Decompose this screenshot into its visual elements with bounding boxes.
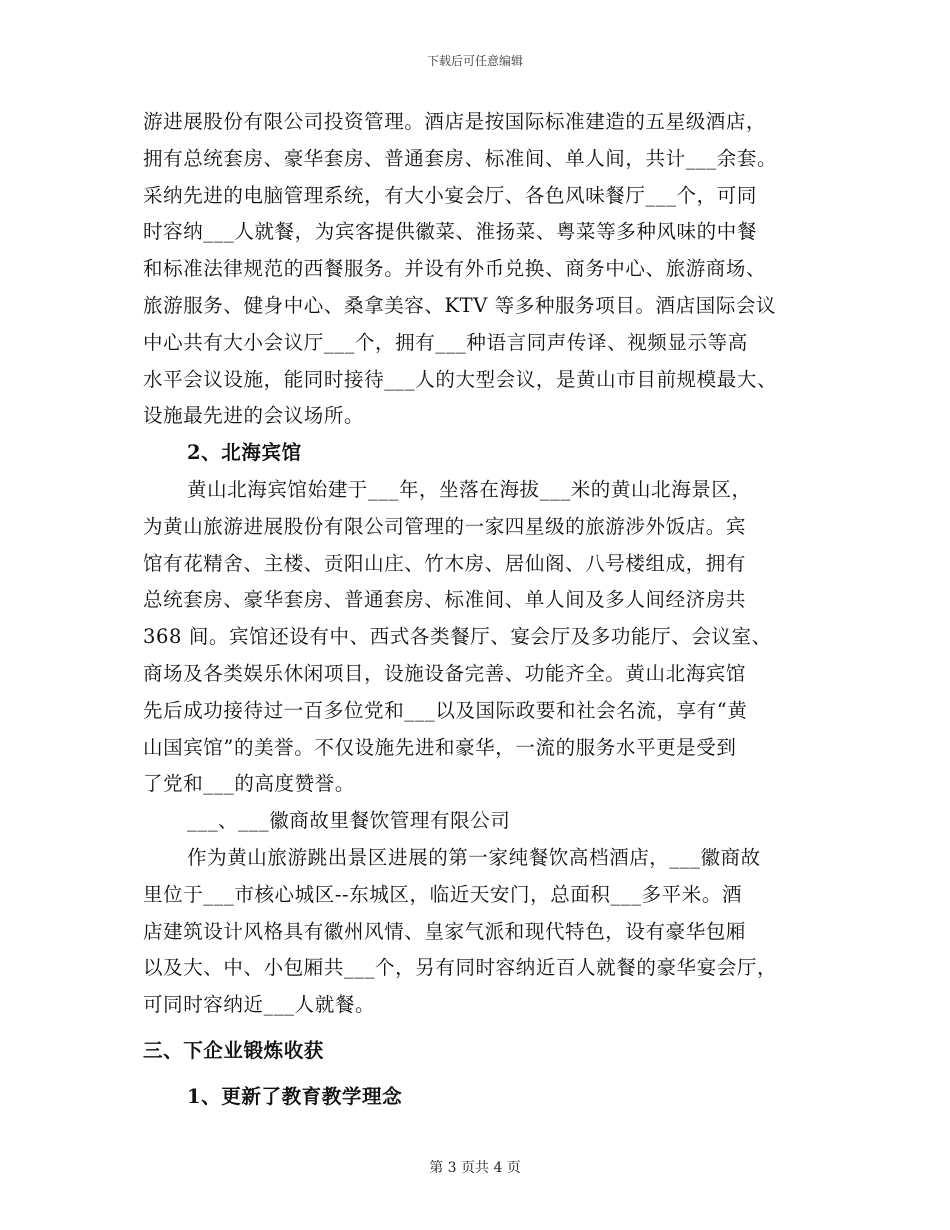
text-line: 中心共有大小会议厅___个，拥有___种语言同声传译、视频显示等高 — [143, 330, 748, 354]
text-line: 368 间。宾馆还设有中、西式各类餐厅、宴会厅及多功能厅、会议室、 — [143, 625, 772, 649]
text-line: 总统套房、豪华套房、普通套房、标准间、单人间及多人间经济房共 — [143, 588, 747, 612]
section-heading: ___、___徽商故里餐饮管理有限公司 — [187, 809, 511, 833]
text-line: 游进展股份有限公司投资管理。酒店是按国际标准建造的五星级酒店， — [143, 110, 767, 133]
text-line: 店建筑设计风格具有徽州风情、皇家气派和现代特色，设有豪华包厢 — [143, 919, 747, 943]
paragraph-gap — [143, 1024, 833, 1033]
text-line: 馆有花精舍、主楼、贡阳山庄、竹木房、居仙阁、八号楼组成，拥有 — [143, 551, 747, 575]
text-line: 设施最先进的会议场所。 — [143, 404, 365, 428]
text-line: 时容纳___人就餐，为宾客提供徽菜、淮扬菜、粤菜等多种风味的中餐 — [143, 220, 757, 244]
text-line: 以及大、中、小包厢共___个，另有同时容纳近百人就餐的豪华宴会厅， — [143, 956, 778, 980]
text-line: 可同时容纳近___人就餐。 — [143, 993, 376, 1017]
text-line: 采纳先进的电脑管理系统，有大小宴会厅、各色风味餐厅___个，可同 — [143, 183, 757, 207]
text-line: 山国宾馆”的美誉。不仅设施先进和豪华，一流的服务水平更是受到 — [143, 735, 737, 759]
text-line: 拥有总统套房、豪华套房、普通套房、标准间、单人间，共计___余套。 — [143, 146, 778, 170]
text-line: 旅游服务、健身中心、桑拿美容、KTV 等多种服务项目。酒店国际会议 — [143, 293, 777, 317]
page-footer: 第 3 页共 4 页 — [429, 1160, 521, 1176]
text-line: 作为黄山旅游跳出景区进展的第一家纯餐饮高档酒店，___徽商故 — [187, 845, 761, 869]
text-line: 商场及各类娱乐休闲项目，设施设备完善、功能齐全。黄山北海宾馆 — [143, 661, 747, 685]
document-body — [143, 104, 833, 1116]
text-line: 里位于___市核心城区--东城区，临近天安门，总面积___多平米。酒 — [143, 882, 743, 906]
paragraph-gap — [143, 1070, 833, 1079]
section-heading: 2、北海宾馆 — [187, 441, 302, 465]
page-header: 下载后可任意编辑 — [426, 54, 523, 68]
section-heading: 1、更新了教育教学理念 — [187, 1084, 403, 1108]
text-line: 水平会议设施，能同时接待___人的大型会议，是黄山市目前规模最大、 — [143, 367, 778, 391]
section-heading: 三、下企业锻炼收获 — [143, 1038, 324, 1062]
text-line: 了党和___的高度赞誉。 — [143, 772, 355, 796]
text-line: 和标准法律规范的西餐服务。并设有外币兑换、商务中心、旅游商场、 — [143, 257, 767, 281]
text-line: 为黄山旅游进展股份有限公司管理的一家四星级的旅游涉外饭店。宾 — [143, 514, 747, 538]
text-line: 黄山北海宾馆始建于___年，坐落在海拔___米的黄山北海景区， — [187, 477, 752, 501]
text-line: 先后成功接待过一百多位党和___以及国际政要和社会名流，享有“黄 — [143, 698, 748, 722]
